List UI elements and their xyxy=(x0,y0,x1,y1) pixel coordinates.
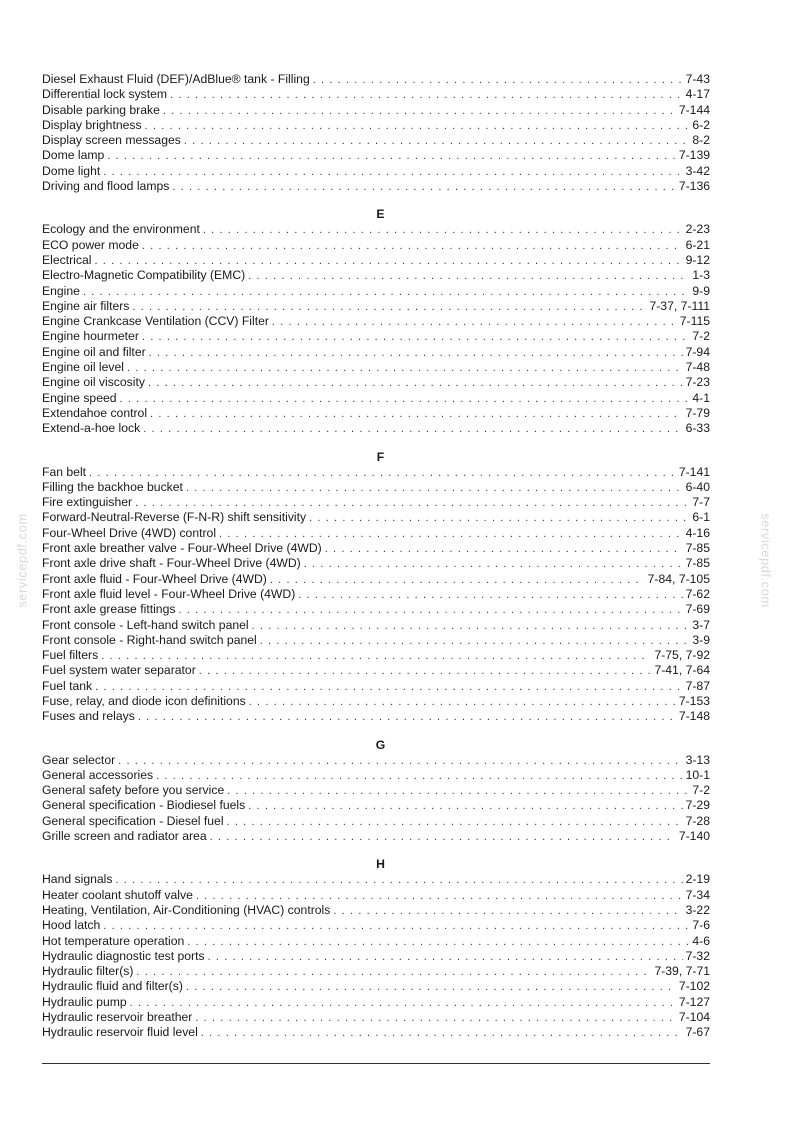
index-entry-page-ref[interactable]: 7-48 xyxy=(685,360,710,375)
index-entry-label: Engine hourmeter xyxy=(42,329,139,344)
index-entry-label: Heating, Ventilation, Air-Conditioning (HVAC) controls xyxy=(42,902,331,917)
index-entry[interactable] xyxy=(42,541,710,556)
index-entry[interactable] xyxy=(42,648,710,663)
index-entry-label: Diesel Exhaust Fluid (DEF)/AdBlue® tank - Filling xyxy=(42,72,310,86)
index-section xyxy=(42,738,710,845)
index-entry[interactable] xyxy=(42,495,710,510)
index-entry-page-ref[interactable]: 6-2 xyxy=(692,117,710,132)
index-entry[interactable] xyxy=(42,284,710,299)
index-entry[interactable] xyxy=(42,753,710,768)
dot-leader xyxy=(120,392,690,406)
index-entry[interactable] xyxy=(42,633,710,648)
index-entry[interactable] xyxy=(42,694,710,709)
section-letter-heading: G xyxy=(375,737,386,752)
index-entry[interactable] xyxy=(42,103,710,118)
dot-leader xyxy=(103,919,689,933)
index-entry[interactable] xyxy=(42,465,710,480)
index-entry-label: Dome lamp xyxy=(42,148,105,163)
index-entry[interactable] xyxy=(42,903,710,918)
index-entry-label: Electro-Magnetic Compatibility (EMC) xyxy=(42,268,246,283)
index-entry-label: Heater coolant shutoff valve xyxy=(42,887,193,902)
index-entry[interactable] xyxy=(42,87,710,102)
index-entry[interactable] xyxy=(42,421,710,436)
section-letter-heading: E xyxy=(376,207,385,222)
index-entry[interactable] xyxy=(42,949,710,964)
index-entry-label: Forward-Neutral-Reverse (F-N-R) shift sensitivity xyxy=(42,510,307,525)
index-entry-label: Front axle fluid level - Four-Wheel Drive (4WD) xyxy=(42,586,296,601)
index-entry-page-ref[interactable]: 7-2 xyxy=(692,329,710,344)
index-entry-page-ref[interactable]: 7-85 xyxy=(685,556,710,571)
dot-leader xyxy=(309,511,689,525)
index-entry-page-ref[interactable]: 7-2 xyxy=(692,783,710,798)
dot-leader xyxy=(270,573,645,587)
index-entry-label: Dome light xyxy=(42,163,101,178)
section-letter-heading: F xyxy=(376,449,385,464)
footer-rule xyxy=(42,1063,710,1064)
index-entry-label: Hydraulic filter(s) xyxy=(42,964,134,979)
dot-leader xyxy=(227,784,689,798)
dot-leader xyxy=(187,935,689,949)
index-entry-label: Engine oil viscosity xyxy=(42,375,145,390)
index-entry[interactable] xyxy=(42,345,710,360)
index-entry-page-ref[interactable]: 7-37, 7-111 xyxy=(649,298,710,313)
dot-leader xyxy=(143,422,682,436)
index-entry-page-ref[interactable]: 7-29 xyxy=(685,798,710,813)
index-entry[interactable] xyxy=(42,602,710,617)
index-entry-page-ref[interactable]: 9-12 xyxy=(685,252,710,267)
watermark-right: servicepdf.com xyxy=(758,512,774,608)
index-entry-page-ref[interactable]: 4-17 xyxy=(685,87,710,102)
index-entry-page-ref[interactable]: 7-32 xyxy=(685,948,710,963)
dot-leader xyxy=(210,830,676,844)
index-entry-page-ref[interactable]: 7-6 xyxy=(692,918,710,933)
index-entry-label: Hydraulic reservoir fluid level xyxy=(42,1025,198,1040)
index-entry-label: Ecology and the environment xyxy=(42,222,200,237)
index-entry-page-ref[interactable]: 8-2 xyxy=(692,133,710,148)
dot-leader xyxy=(298,588,682,602)
index-entry-label: Fuse, relay, and diode icon definitions xyxy=(42,693,246,708)
section-letter-heading: H xyxy=(376,857,385,872)
index-entry-page-ref[interactable]: 7-7 xyxy=(692,495,710,510)
dot-leader xyxy=(333,904,682,918)
index-entry-page-ref[interactable]: 7-148 xyxy=(678,709,710,724)
index-section xyxy=(42,450,710,725)
index-entry-label: Hand signals xyxy=(42,872,113,887)
index-section xyxy=(42,207,710,436)
dot-leader xyxy=(260,634,690,648)
dot-leader xyxy=(145,119,690,133)
dot-leader xyxy=(196,889,683,903)
index-entry-label: Hot temperature operation xyxy=(42,933,185,948)
index-entry-page-ref[interactable]: 4-16 xyxy=(685,525,710,540)
index-entry-page-ref[interactable]: 7-85 xyxy=(685,541,710,556)
index-entry[interactable] xyxy=(42,179,710,194)
dot-leader xyxy=(135,496,689,510)
index-entry-label: General accessories xyxy=(42,767,154,782)
index-entry-label: Hydraulic reservoir breather xyxy=(42,1010,193,1025)
index-entry-page-ref[interactable]: 7-28 xyxy=(685,813,710,828)
dot-leader xyxy=(178,603,682,617)
dot-leader xyxy=(252,619,690,633)
index-entry-page-ref[interactable]: 3-9 xyxy=(692,632,710,647)
dot-leader xyxy=(156,769,683,783)
index-entry-page-ref[interactable]: 7-87 xyxy=(685,678,710,693)
index-entry[interactable] xyxy=(42,133,710,148)
index-entry-page-ref[interactable]: 7-144 xyxy=(678,102,710,117)
dot-leader xyxy=(127,361,683,375)
index-entry-label: Fan belt xyxy=(42,464,87,479)
index-entry-page-ref[interactable]: 7-136 xyxy=(678,179,710,194)
index-entry[interactable] xyxy=(42,964,710,979)
index-entry[interactable] xyxy=(42,222,710,237)
index-entry-label: Four-Wheel Drive (4WD) control xyxy=(42,525,217,540)
index-entry-label: Hydraulic pump xyxy=(42,994,127,1009)
index-entry-page-ref[interactable]: 3-13 xyxy=(685,752,710,767)
index-entry-label: Engine Crankcase Ventilation (CCV) Filter xyxy=(42,314,269,329)
index-section xyxy=(42,857,710,1040)
dot-leader xyxy=(150,407,683,421)
index-entry-label: General specification - Biodiesel fuels xyxy=(42,798,246,813)
index-entry-page-ref[interactable]: 3-22 xyxy=(685,902,710,917)
index-entry[interactable] xyxy=(42,72,710,87)
index-entry-label: Electrical xyxy=(42,252,92,267)
index-entry-label: Engine oil and filter xyxy=(42,344,146,359)
index-entry-page-ref[interactable]: 6-1 xyxy=(692,510,710,525)
index-entry-page-ref[interactable]: 7-141 xyxy=(678,464,710,479)
dot-leader xyxy=(249,695,676,709)
dot-leader xyxy=(89,466,676,480)
index-entry-label: General specification - Diesel fuel xyxy=(42,813,224,828)
index-entry[interactable] xyxy=(42,572,710,587)
index-entry-page-ref[interactable]: 7-115 xyxy=(679,314,710,329)
dot-leader xyxy=(199,664,652,678)
index-entry[interactable] xyxy=(42,709,710,724)
index-entry-page-ref[interactable]: 7-39, 7-71 xyxy=(654,964,710,979)
index-entry-label: Fuses and relays xyxy=(42,709,135,724)
index-entry-label: Hood latch xyxy=(42,918,101,933)
index-entry-label: Display screen messages xyxy=(42,133,181,148)
dot-leader xyxy=(208,950,683,964)
dot-leader xyxy=(186,980,676,994)
dot-leader xyxy=(248,269,689,283)
dot-leader xyxy=(115,873,682,887)
index-entry-page-ref[interactable]: 6-21 xyxy=(685,237,710,252)
index-entry[interactable] xyxy=(42,299,710,314)
dot-leader xyxy=(172,180,675,194)
index-entry-page-ref[interactable]: 7-104 xyxy=(678,1010,710,1025)
index-entry[interactable] xyxy=(42,783,710,798)
index-entry-label: Hydraulic diagnostic test ports xyxy=(42,948,205,963)
dot-leader xyxy=(103,165,682,179)
index-entry-page-ref[interactable]: 7-79 xyxy=(685,405,710,420)
index-entry-label: Front axle fluid - Four-Wheel Drive (4WD) xyxy=(42,571,267,586)
index-entry-page-ref[interactable]: 6-33 xyxy=(685,421,710,436)
index-entry-page-ref[interactable]: 7-84, 7-105 xyxy=(647,571,710,586)
index-entry[interactable] xyxy=(42,1010,710,1025)
index-entry[interactable] xyxy=(42,526,710,541)
index-entry-label: Filling the backhoe bucket xyxy=(42,479,183,494)
index-entry[interactable] xyxy=(42,888,710,903)
index-entry-page-ref[interactable]: 7-69 xyxy=(685,602,710,617)
watermark-left: servicepdf.com xyxy=(14,512,30,608)
index-entry[interactable] xyxy=(42,510,710,525)
index-entry-page-ref[interactable]: 4-6 xyxy=(692,933,710,948)
index-entry[interactable] xyxy=(42,406,710,421)
dot-leader xyxy=(148,376,683,390)
index-entry-page-ref[interactable]: 7-34 xyxy=(685,887,710,902)
index-entry[interactable] xyxy=(42,375,710,390)
index-entry[interactable] xyxy=(42,164,710,179)
index-entry-page-ref[interactable]: 7-43 xyxy=(685,72,710,86)
index-entry[interactable] xyxy=(42,618,710,633)
index-entry-page-ref[interactable]: 3-7 xyxy=(692,617,710,632)
dot-leader xyxy=(118,754,682,768)
index-entry[interactable] xyxy=(42,798,710,813)
index-entry-page-ref[interactable]: 7-140 xyxy=(678,829,710,844)
index-entry[interactable] xyxy=(42,148,710,163)
dot-leader xyxy=(186,481,683,495)
index-entry-page-ref[interactable]: 3-42 xyxy=(685,163,710,178)
index-entry-label: Fuel system water separator xyxy=(42,663,196,678)
index-entry-page-ref[interactable]: 7-102 xyxy=(678,979,710,994)
index-entry-label: Extend-a-hoe lock xyxy=(42,421,141,436)
dot-leader xyxy=(203,223,683,237)
index-entry[interactable] xyxy=(42,872,710,887)
index-entry-label: Gear selector xyxy=(42,752,116,767)
index-entry-page-ref[interactable]: 2-19 xyxy=(685,872,710,887)
dot-leader xyxy=(304,557,683,571)
index-entry-label: Display brightness xyxy=(42,117,142,132)
index-entry-page-ref[interactable]: 2-23 xyxy=(685,222,710,237)
index-entry[interactable] xyxy=(42,979,710,994)
index-entry-label: Engine speed xyxy=(42,390,117,405)
index-section xyxy=(42,72,710,194)
index-entry-page-ref[interactable]: 7-62 xyxy=(685,586,710,601)
index-entry-label: ECO power mode xyxy=(42,237,139,252)
dot-leader xyxy=(248,799,682,813)
index-entry-page-ref[interactable]: 7-23 xyxy=(685,375,710,390)
dot-leader xyxy=(136,965,651,979)
index-entry-page-ref[interactable]: 1-3 xyxy=(692,268,710,283)
index-entry[interactable] xyxy=(42,329,710,344)
index-entry[interactable] xyxy=(42,934,710,949)
index-entry[interactable] xyxy=(42,391,710,406)
dot-leader xyxy=(163,104,676,118)
dot-leader xyxy=(83,285,689,299)
index-entry-label: Front axle grease fittings xyxy=(42,602,176,617)
index-entry[interactable] xyxy=(42,663,710,678)
dot-leader xyxy=(142,239,683,253)
dot-leader xyxy=(272,315,677,329)
index-entry-page-ref[interactable]: 7-127 xyxy=(678,994,710,1009)
dot-leader xyxy=(130,996,676,1010)
index-entry-label: Fuel tank xyxy=(42,678,93,693)
index-entry-page-ref[interactable]: 7-41, 7-64 xyxy=(654,663,710,678)
index-entry-label: Driving and flood lamps xyxy=(42,179,170,194)
dot-leader xyxy=(101,649,651,663)
index-entry-label: Grille screen and radiator area xyxy=(42,829,207,844)
index-entry-label: Hydraulic fluid and filter(s) xyxy=(42,979,183,994)
index-entry-label: Engine oil level xyxy=(42,360,124,375)
index-entry[interactable] xyxy=(42,480,710,495)
dot-leader xyxy=(94,254,682,268)
index-entry-label: Front axle drive shaft - Four-Wheel Drive (4WD) xyxy=(42,556,301,571)
index-entry[interactable] xyxy=(42,829,710,844)
index-entry-label: Fire extinguisher xyxy=(42,495,133,510)
index-entry[interactable] xyxy=(42,314,710,329)
index-entry-page-ref[interactable]: 7-75, 7-92 xyxy=(654,648,710,663)
index-entry[interactable] xyxy=(42,587,710,602)
dot-leader xyxy=(313,73,683,87)
dot-leader xyxy=(138,710,676,724)
dot-leader xyxy=(149,346,683,360)
index-entry-label: General safety before you service xyxy=(42,783,225,798)
index-entry-page-ref[interactable]: 7-67 xyxy=(685,1025,710,1040)
index-entry[interactable] xyxy=(42,238,710,253)
index-entry-label: Front axle breather valve - Four-Wheel Drive (4WD) xyxy=(42,541,322,556)
dot-leader xyxy=(184,134,690,148)
index-entry[interactable] xyxy=(42,768,710,783)
index-entry[interactable] xyxy=(42,679,710,694)
index-entry[interactable] xyxy=(42,1025,710,1040)
index-entry[interactable] xyxy=(42,918,710,933)
index-entry-page-ref[interactable]: 7-139 xyxy=(678,148,710,163)
index-entry[interactable] xyxy=(42,118,710,133)
dot-leader xyxy=(107,149,676,163)
index-entry[interactable] xyxy=(42,814,710,829)
index-entry-page-ref[interactable]: 6-40 xyxy=(685,479,710,494)
index-entry[interactable] xyxy=(42,360,710,375)
index-entry-label: Extendahoe control xyxy=(42,405,148,420)
index-entry-label: Disable parking brake xyxy=(42,102,160,117)
index-entry[interactable] xyxy=(42,995,710,1010)
index-entry[interactable] xyxy=(42,268,710,283)
index-entry-label: Fuel filters xyxy=(42,648,99,663)
index-page xyxy=(42,72,710,1041)
index-entry-label: Engine air filters xyxy=(42,298,130,313)
index-entry-page-ref[interactable]: 9-9 xyxy=(692,283,710,298)
index-entry[interactable] xyxy=(42,253,710,268)
dot-leader xyxy=(132,300,646,314)
index-entry-page-ref[interactable]: 10-1 xyxy=(685,767,710,782)
index-entry-page-ref[interactable]: 7-94 xyxy=(685,344,710,359)
dot-leader xyxy=(219,527,683,541)
dot-leader xyxy=(95,680,682,694)
dot-leader xyxy=(201,1026,683,1040)
index-entry-label: Front console - Right-hand switch panel xyxy=(42,632,257,647)
index-entry-label: Engine xyxy=(42,283,80,298)
index-entry-page-ref[interactable]: 4-1 xyxy=(692,390,710,405)
index-entry-label: Differential lock system xyxy=(42,87,168,102)
dot-leader xyxy=(195,1011,675,1025)
index-entry-page-ref[interactable]: 7-153 xyxy=(678,693,710,708)
dot-leader xyxy=(170,88,683,102)
index-entry-label: Front console - Left-hand switch panel xyxy=(42,617,249,632)
index-entry[interactable] xyxy=(42,556,710,571)
dot-leader xyxy=(227,815,683,829)
dot-leader xyxy=(142,330,689,344)
dot-leader xyxy=(325,542,683,556)
